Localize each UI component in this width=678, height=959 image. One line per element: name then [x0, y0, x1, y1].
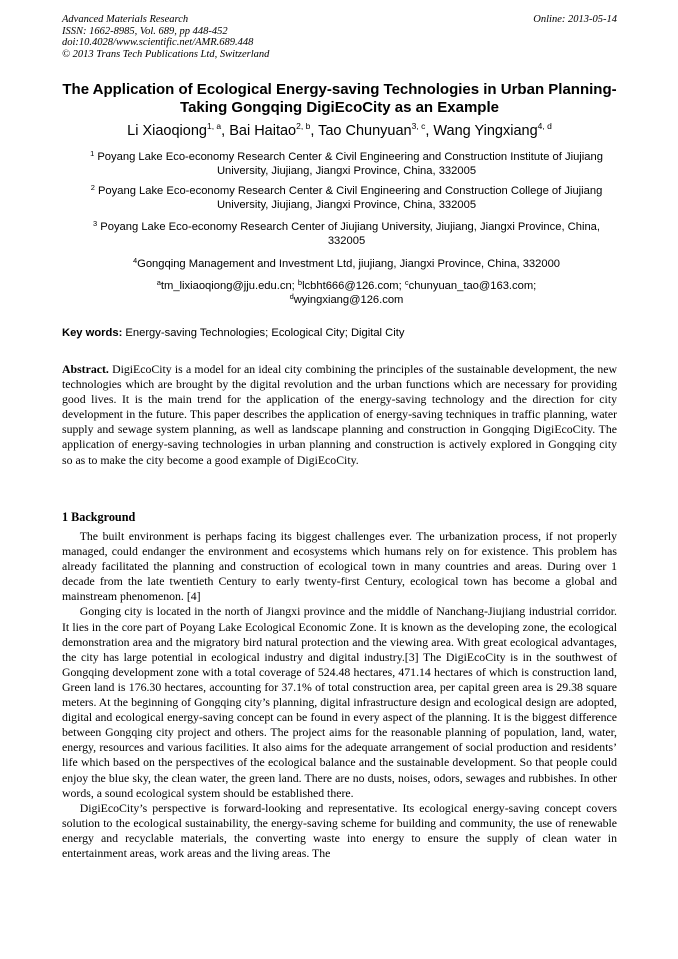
- affiliation-sup: 1: [90, 149, 95, 158]
- email-sup: c: [404, 278, 409, 287]
- affiliation-text: Poyang Lake Eco-economy Research Center of Jiujiang University, Jiujiang, Jiangxi Province, China, 332005: [100, 221, 601, 247]
- copyright-line: © 2013 Trans Tech Publications Ltd, Switzerland: [62, 48, 270, 60]
- email-address[interactable]: tm_lixiaoqiong@jju.edu.cn;: [160, 280, 295, 292]
- email-address[interactable]: lcbht666@126.com;: [302, 280, 402, 292]
- paper-title: The Application of Ecological Energy-saving Technologies in Urban Planning- Taking Gongqing DigiEcoCity as an Example: [62, 81, 617, 116]
- affiliation-text: Poyang Lake Eco-economy Research Center & Civil Engineering and Construction Institute of Jiujiang University, Jiujiang, Jiangxi Province, China, 332005: [97, 151, 603, 177]
- body-paragraph: DigiEcoCity’s perspective is forward-looking and representative. Its ecological energy-saving concept covers solution to the ecological sustainability, the energy-saving scheme for building and community, the use of renewable energy and recyclable materials, the converting waste into energy to ensure the supply of clean water in entertainment areas, work areas and the living areas. The: [62, 800, 617, 860]
- issn-line: ISSN: 1662-8985, Vol. 689, pp 448-452: [62, 25, 228, 37]
- affiliation: [74, 184, 619, 212]
- email-sup: b: [297, 278, 303, 287]
- abstract: [62, 362, 617, 468]
- affiliation-text: Poyang Lake Eco-economy Research Center & Civil Engineering and Construction College of Jiujiang University, Jiujiang, Jiangxi Province, China, 332005: [97, 185, 603, 211]
- body-paragraph: Gonging city is located in the north of Jiangxi province and the middle of Nanchang-Jiujiang industrial corridor. It lies in the core part of Poyang Lake Ecological Economic Zone. It is known as the developing zone, the ecological demonstration area and the migratory bird natural protection and the viewing area. With great ecological advantages, the city has large potential in ecological industry and digital industry.[3] The DigiEcoCity is in the southwest of Gongqing development zone with a total coverage of 524.48 hectares, 471.14 hectares of which is construction land, Green land is 176.30 hectares, accounting for 37.1% of total construction area, per capital green area is 29.38 square meters. At the beginning of Gongqing city’s planning, digital infrastructure design and ecological design are adopted, digital and ecological energy-saving concept can be found in every aspect of the planning. It is the biggest difference between Gongqing city project and others. The project aims for the reasonable planning of population, land, water, energy, resources and various facilities. It also aims for the adequate arrangement of social production and residents’ life which based on the perspectives of the ecological balance and the sustainable development. So that people could enjoy the blue sky, the clean water, the green land. There are no dusts, noises, odors, sewages and rubbishes. In other words, a sound ecological system should be established there.: [62, 604, 617, 800]
- section-body: [62, 529, 617, 861]
- affiliation-sup: 2: [90, 183, 95, 192]
- keywords: [62, 326, 617, 340]
- affiliation-text: Gongqing Management and Investment Ltd, jiujiang, Jiangxi Province, China, 332000: [137, 258, 561, 270]
- author-sup: 1, a: [206, 121, 222, 131]
- author-name: Tao Chunyuan: [318, 123, 412, 139]
- journal-header: [62, 14, 617, 60]
- email-sup: a: [156, 278, 161, 287]
- author-sup: 2, b: [296, 121, 311, 131]
- email-list: [74, 279, 619, 307]
- keywords-text: Energy-saving Technologies; Ecological City; Digital City: [125, 327, 405, 339]
- author-name: Wang Yingxiang: [433, 123, 538, 139]
- section-heading: 1 Background: [62, 510, 136, 524]
- doi-line: doi:10.4028/www.scientific.net/AMR.689.448: [62, 37, 254, 48]
- keywords-label: Key words:: [62, 327, 123, 339]
- affiliation: [74, 150, 619, 178]
- email-address[interactable]: wyingxiang@126.com: [293, 294, 404, 306]
- abstract-label: Abstract.: [62, 362, 109, 376]
- author-sup: 3, c: [411, 121, 426, 131]
- affiliation-sup: 4: [132, 256, 138, 265]
- affiliation: [74, 257, 619, 271]
- journal-name: Advanced Materials Research: [62, 14, 189, 25]
- author-sup: 4, d: [537, 121, 552, 131]
- author-name: Bai Haitao: [229, 123, 297, 139]
- affiliation-sup: 3: [92, 219, 98, 228]
- abstract-text: DigiEcoCity is a model for an ideal city combining the principles of the sustainable development, the new technologies which are brought by the digital revolution and the urban functions which are necessary for providing good lives. It is the main trend for the application of the energy-saving technology and the direction for city development in the future. This paper describes the application of energy-saving techniques in traffic planning, water supply and sewage system planning, as well as landscape planning and construction in Gongqing DigiEcoCity. The application of energy-saving technologies in urban planning and construction is actively explored in Gongqing city so as to make the city become a good example of DigiEcoCity.: [62, 362, 617, 467]
- author-name: Li Xiaoqiong: [127, 123, 207, 139]
- email-address[interactable]: chunyuan_tao@163.com;: [408, 280, 537, 292]
- body-paragraph: The built environment is perhaps facing its biggest challenges ever. The urbanization process, if not properly managed, could endanger the environment and ecosystems which humans rely on for existence. This problem has already facilitated the planning and construction of ecological town in many countries and areas. During over 1 decade from the late twentieth Century to early twenty-first Century, ecological town has become a global and mainstream phenomenon. [4]: [62, 529, 617, 604]
- email-sup: d: [289, 292, 294, 301]
- online-date: Online: 2013-05-14: [533, 14, 617, 25]
- author-list: Li Xiaoqiong$^{1, a}$, Bai Haitao$^{2, b}$, Tao Chunyuan$^{3, c}$, Wang Yingxiang$^{4, d}$: [127, 121, 552, 139]
- affiliation: [74, 220, 619, 248]
